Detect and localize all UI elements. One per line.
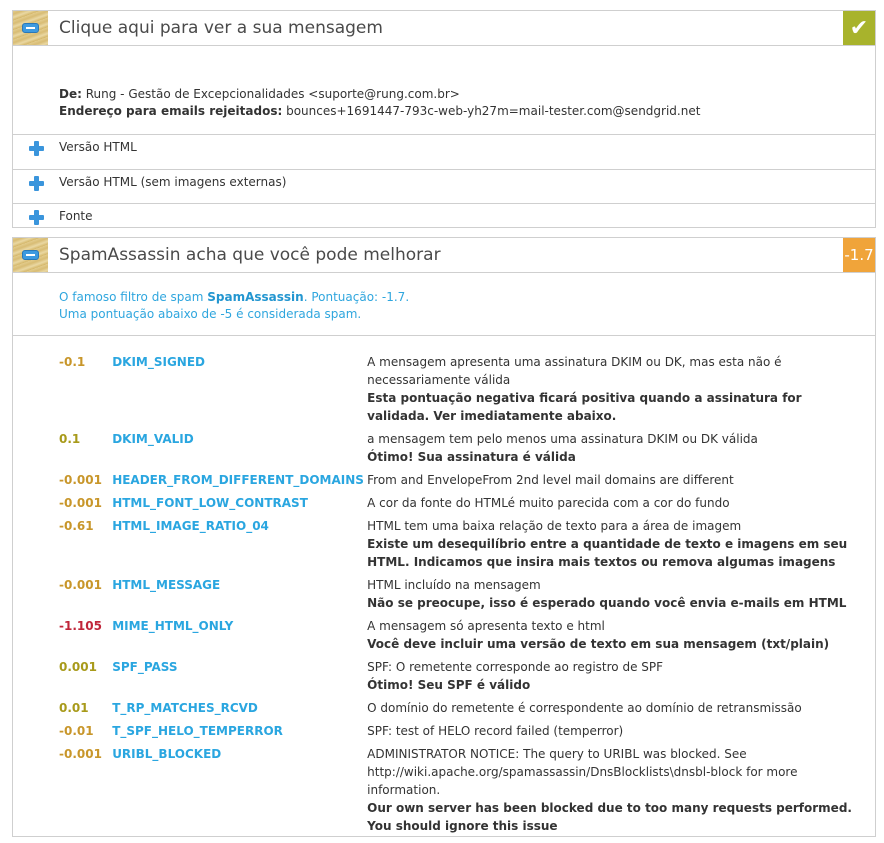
- section-label[interactable]: Versão HTML: [59, 140, 137, 154]
- test-rule-name: HTML_MESSAGE: [112, 578, 221, 592]
- test-row: [59, 351, 859, 428]
- from-label: De:: [59, 87, 82, 101]
- minus-icon: [22, 23, 39, 33]
- divider: [13, 169, 875, 170]
- spamassassin-intro: [59, 289, 409, 323]
- divider: [13, 134, 875, 135]
- test-score: -0.61: [59, 519, 94, 533]
- test-description: A cor da fonte do HTMLé muito parecida com a cor do fundo: [367, 496, 730, 510]
- test-row: [59, 574, 859, 615]
- score-badge: -1.7: [843, 238, 875, 272]
- message-panel: [12, 10, 876, 228]
- test-description: A mensagem apresenta uma assinatura DKIM ou DK, mas esta não é necessariamente válida: [367, 355, 782, 387]
- test-score: 0.01: [59, 701, 89, 715]
- test-description-cell: [367, 574, 859, 615]
- message-panel-header[interactable]: [13, 11, 875, 46]
- test-score: -0.001: [59, 747, 102, 761]
- test-rule-name: T_SPF_HELO_TEMPERROR: [112, 724, 283, 738]
- message-headers: [59, 86, 700, 120]
- test-rule-name: HTML_IMAGE_RATIO_04: [112, 519, 269, 533]
- test-description-cell: [367, 469, 859, 492]
- test-description-cell: [367, 720, 859, 743]
- test-description-cell: [367, 743, 859, 838]
- section-label[interactable]: Versão HTML (sem imagens externas): [59, 175, 287, 189]
- test-description: HTML tem uma baixa relação de texto para a área de imagem: [367, 519, 742, 533]
- test-description: O domínio do remetente é correspondente ao domínio de retransmissão: [367, 701, 802, 715]
- section-html[interactable]: [13, 137, 875, 159]
- intro-bold: SpamAssassin: [207, 290, 304, 304]
- test-score: -0.001: [59, 496, 102, 510]
- section-html-no-images[interactable]: [13, 172, 875, 194]
- bounce-line: [59, 103, 700, 120]
- test-description: A mensagem só apresenta texto e html: [367, 619, 605, 633]
- test-description-cell: [367, 615, 859, 656]
- test-description-cell: [367, 515, 859, 574]
- test-advice: Ótimo! Sua assinatura é válida: [367, 450, 576, 464]
- bounce-label: Endereço para emails rejeitados:: [59, 104, 283, 118]
- from-value: Rung - Gestão de Excepcionalidades <suporte@rung.com.br>: [85, 87, 460, 101]
- test-description: HTML incluído na mensagem: [367, 578, 541, 592]
- test-row: [59, 743, 859, 838]
- test-description: SPF: O remetente corresponde ao registro de SPF: [367, 660, 664, 674]
- section-label[interactable]: Fonte: [59, 209, 93, 223]
- test-score: -0.001: [59, 578, 102, 592]
- test-description-cell: [367, 656, 859, 697]
- test-advice: Esta pontuação negativa ficará positiva quando a assinatura for validada. Ver imediatamente abaixo.: [367, 391, 802, 423]
- test-description-cell: [367, 351, 859, 428]
- divider: [13, 203, 875, 204]
- message-panel-title[interactable]: Clique aqui para ver a sua mensagem: [59, 18, 383, 38]
- test-row: [59, 615, 859, 656]
- from-line: [59, 86, 700, 103]
- test-advice: Our own server has been blocked due to too many requests performed. You should ignore this issue: [367, 801, 852, 833]
- test-row: [59, 428, 859, 469]
- intro-pre: O famoso filtro de spam: [59, 290, 208, 304]
- test-advice: Existe um desequilíbrio entre a quantidade de texto e imagens em seu HTML. Indicamos que insira mais textos ou remova algumas imagens: [367, 537, 848, 569]
- test-description-cell: [367, 492, 859, 515]
- test-rule-name: SPF_PASS: [112, 660, 178, 674]
- test-description-cell: [367, 428, 859, 469]
- plus-icon[interactable]: [29, 210, 43, 224]
- test-score: -0.1: [59, 355, 86, 369]
- test-description: SPF: test of HELO record failed (temperror): [367, 724, 624, 738]
- collapse-toggle[interactable]: [13, 11, 48, 45]
- test-row: [59, 656, 859, 697]
- bounce-value: bounces+1691447-793c-web-yh27m=mail-tester.com@sendgrid.net: [286, 104, 701, 118]
- spamassassin-panel: [12, 237, 876, 837]
- spamassassin-panel-title[interactable]: SpamAssassin acha que você pode melhorar: [59, 245, 441, 265]
- collapse-toggle[interactable]: [13, 238, 48, 272]
- test-advice: Você deve incluir uma versão de texto em sua mensagem (txt/plain): [367, 637, 830, 651]
- test-rule-name: URIBL_BLOCKED: [112, 747, 222, 761]
- plus-icon[interactable]: [29, 141, 43, 155]
- test-advice: Ótimo! Seu SPF é válido: [367, 678, 531, 692]
- test-rule-name: T_RP_MATCHES_RCVD: [112, 701, 258, 715]
- test-score: -0.001: [59, 473, 102, 487]
- test-score: 0.1: [59, 432, 81, 446]
- intro-line-2: Uma pontuação abaixo de -5 é considerada spam.: [59, 307, 362, 321]
- test-rule-name: MIME_HTML_ONLY: [112, 619, 234, 633]
- section-source[interactable]: [13, 206, 875, 228]
- test-rule-name: DKIM_SIGNED: [112, 355, 206, 369]
- test-description: a mensagem tem pelo menos uma assinatura DKIM ou DK válida: [367, 432, 758, 446]
- plus-icon[interactable]: [29, 176, 43, 190]
- test-row: [59, 469, 859, 492]
- check-icon: ✔: [843, 11, 875, 45]
- test-score: -1.105: [59, 619, 102, 633]
- intro-post: . Pontuação: -1.7.: [303, 290, 410, 304]
- test-score: -0.01: [59, 724, 94, 738]
- divider: [13, 335, 875, 336]
- spamassassin-panel-header[interactable]: [13, 238, 875, 273]
- test-rule-name: DKIM_VALID: [112, 432, 194, 446]
- test-description-cell: [367, 697, 859, 720]
- test-row: [59, 492, 859, 515]
- minus-icon: [22, 250, 39, 260]
- test-advice: Não se preocupe, isso é esperado quando você envia e-mails em HTML: [367, 596, 847, 610]
- intro-line: [59, 289, 409, 306]
- test-description: ADMINISTRATOR NOTICE: The query to URIBL was blocked. See http://wiki.apache.org/spamassassin/DnsBlocklists\dnsbl-block for more information.: [367, 747, 798, 797]
- test-row: [59, 720, 859, 743]
- test-rule-name: HEADER_FROM_DIFFERENT_DOMAINS: [112, 473, 364, 487]
- test-row: [59, 515, 859, 574]
- test-row: [59, 697, 859, 720]
- spam-tests-table: [59, 351, 859, 838]
- test-score: 0.001: [59, 660, 97, 674]
- test-description: From and EnvelopeFrom 2nd level mail domains are different: [367, 473, 734, 487]
- test-rule-name: HTML_FONT_LOW_CONTRAST: [112, 496, 308, 510]
